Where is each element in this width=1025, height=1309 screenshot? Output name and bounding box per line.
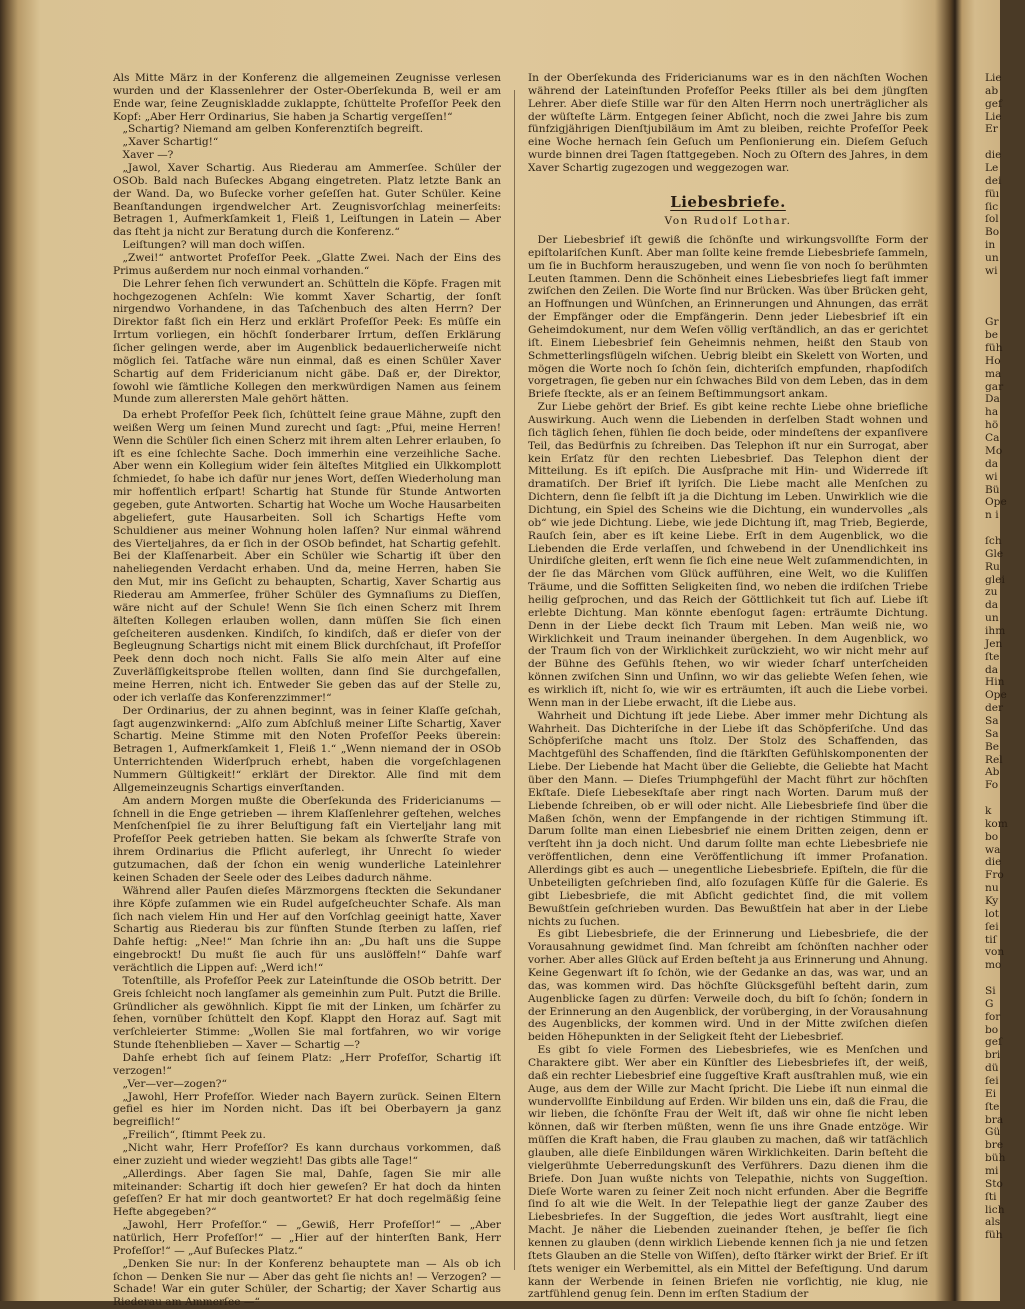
story-paragraph: „Nicht wahr, Herr Profeſſor? Es kann durchaus vorkommen, daß einer zuzieht und wieder wegzieht! Das gibts alle Tage!“ — [113, 1141, 501, 1167]
cut-off-line-fragment: Da — [985, 393, 1000, 406]
cut-off-line-fragment: Gr — [985, 316, 999, 329]
cut-off-line-fragment: Bü — [985, 483, 1000, 496]
cut-off-line-fragment — [985, 972, 1025, 985]
article-paragraph: Der Liebesbrief iſt gewiß die ſchönſte und wirkungsvollſte Form der epiſtolariſchen Kunſt. Aber man ſollte keine fremde Liebesbriefe ſammeln, um ſie in Buchform herauszugeben, und wenn ſie von noch ſo berühmten Leuten ſtammen. Denn die Schönheit eines Liebesbriefes liegt faſt immer zwiſchen den Zeilen. Die Worte ſind nur Brücken. Was über Brücken geht, an Hoffnungen und Wünſchen, an Erinnerungen und Ahnungen, das errät der Empfänger oder die Empfängerin. Denn jeder Liebesbrief iſt ein Geheimdokument, nur dem Weſen völlig verſtändlich, an das er gerichtet iſt. Einem Liebesbrief ſein Geheimnis nehmen, heißt den Staub von Schmetterlingsflügeln wiſchen. Uebrig bleibt ein Skelett von Worten, und mögen die Worte noch ſo ſchön ſein, dichteriſch empfunden, rhapſodiſch vorgetragen, ſie geben nur ein ſchwaches Bild von dem Leben, das in dem Briefe ſteckte, als er an ſeinem Beſtimmungsort ankam. — [528, 233, 928, 401]
cut-off-line-fragment — [985, 522, 1025, 535]
cut-off-line-fragment: Sto — [985, 1177, 1003, 1190]
cut-off-line-fragment: Ope — [985, 496, 1007, 509]
story-paragraph: „Denken Sie nur: In der Konferenz behauptete man — Als ob ich ſchon — Denken Sie nur — Aber das geht ſie nichts an! — Verzogen? — Schade! War ein guter Schüler, der Schartig; der Xaver Schartig aus Riederau am Ammerſee —“ — [113, 1257, 501, 1309]
cut-off-line-fragment: ſch — [985, 534, 1002, 547]
cut-off-line-fragment: Mo — [985, 444, 1003, 457]
cut-off-line-fragment — [985, 792, 1025, 805]
cut-off-line-fragment: be — [985, 329, 999, 342]
cut-off-line-fragment: zu — [985, 586, 998, 599]
story-paragraph: „Jawol, Xaver Schartig. Aus Riederau am Ammerſee. Schüler der OSOb. Bald nach Buſeckes Abgang eingetreten. Platz letzte Bank an der Wand. Da, wo Buſecke vorher geſeſſen hat. Guter Schüler. Keine Beanſtandungen irgendwelcher Art. Zeugnisvorſchlag meinerſeits: Betragen 1, Aufmerkſamkeit 1, Fleiß 1, Leiſtungen in Latein — Aber das ſteht ja nicht zur Beratung durch die Konferenz.“ — [113, 162, 501, 239]
cut-off-line-fragment: Sa — [985, 714, 999, 727]
cut-off-line-fragment: Ky — [985, 895, 999, 907]
story-paragraph: Als Mitte März in der Konferenz die allgemeinen Zeugnisse verlesen wurden und der Klassenlehrer der Oster-Oberſekunda B, weil er am Ende war, ſeine Zeugniskladde zuklappte, ſchüttelte Profeſſor Peek den Kopf: „Aber Herr Ordinarius, Sie haben ja Schartig vergeſſen!“ — [113, 72, 501, 123]
article-paragraph: Wahrheit und Dichtung iſt jede Liebe. Aber immer mehr Dichtung als Wahrheit. Das Dichteriſche in der Liebe iſt das Schöpferiſche. Und das Schöpferiſche macht uns ſtolz. Der Stolz des Schaffenden, das Machtgefühl des Schaffenden, ſind die ſtärkſten Gefühlskomponenten der Liebe. Der Liebende hat Macht über die Geliebte, die Geliebte hat Macht über den Mann. — Dieſes Triumphgefühl der Macht führt zur höchſten Ekſtaſe. Dieſe Liebesekſtaſe aber ringt nach Worten. Darum muß der Liebende ſchreiben, ob er will oder nicht. Alle Liebesbriefe ſind über die Maßen ſchön, wenn der Empfangende in der richtigen Stimmung iſt. Darum ſollte man einen Liebesbrief nie einem Dritten zeigen, denn er verſteht ihn ja doch nicht. Und darum ſollte man echte Liebesbriefe nie veröffentlichen, denn eine Veröffentlichung iſt immer Profanation. Allerdings gibt es auch — unegentliche Liebesbriefe. Epiſteln, die für die Unbeteiligten geſchrieben ſind, alſo ſozuſagen Küſſe für die Galerie. Es gibt Liebesbriefe, die mit Abſicht gedichtet ſind, die mit vollem Bewußtſein geſchrieben wurden. Das Bewußtſein hat aber in der Liebe nichts zu ſuchen. — [528, 709, 928, 928]
cut-off-line-fragment: lich — [985, 1203, 1005, 1216]
cut-off-line-fragment: bri — [985, 1049, 1001, 1062]
cut-off-line-fragment: da — [985, 663, 999, 676]
cut-off-line-fragment: ihm — [985, 624, 1006, 637]
story-paragraph: „Zwei!“ antwortet Profeſſor Peek. „Glatte Zwei. Nach der Eins des Primus außerdem nur noch einmal vorhanden.“ — [113, 252, 501, 277]
cut-off-line-fragment: Ca — [985, 432, 1000, 445]
cut-off-line-fragment: Ho — [985, 354, 1001, 367]
cut-off-line-fragment: da — [985, 599, 999, 612]
article-paragraph: Zur Liebe gehört der Brief. Es gibt keine rechte Liebe ohne briefliche Auswirkung. Auch wenn die Liebenden in derſelben Stadt wohnen und ſich täglich ſehen, fühlen ſie doch beide, oder mindeſtens der expanſivere Teil, das Bedürfnis zu ſchreiben. Das Telephon iſt nur ein Surrogat, aber kein Erſatz für den rechten Liebesbrief. Das Telephon dient der Mitteilung. Es iſt epiſch. Die Ausſprache mit Hin- und Widerrede iſt dramatiſch. Der Brief iſt lyriſch. Die Liebe macht alle Menſchen zu Dichtern, denn ſie ſelbſt iſt ja die Dichtung im Leben. Unwirklich wie die Dichtung, ein Spiel des Scheins wie die Dichtung, ein wundervolles „als ob“ wie jede Dichtung. Liebe, wie jede Dichtung iſt, mag Trieb, Begierde, Rauſch ſein, aber es iſt keine Liebe. Erſt in dem Augenblick, wo die Liebenden die Erde verlaſſen, und ſchwebend in der Unendlichkeit ins Unirdiſche gleiten, erſt wenn ſie ſich eine neue Welt zuſammendichten, in der ſie das Märchen vom Glück aufführen, eine Welt, wo die Kuliſſen Träume, und die Soffitten Seligkeiten ſind, wo neben die irdiſchen Triebe heilig geſprochen, und das Reich der Göttlichkeit tut ſich auf. Liebe iſt erlebte Dichtung. Man könnte ebenſogut ſagen: erträumte Dichtung. Denn in der Liebe deckt ſich Traum mit Leben. Man weiß nie, wo Wirklichkeit und Traum ineinander übergehen. In dem Augenblick, wo der Traum ſich von der Wirklichkeit zurückzieht, wo wir nicht mehr auf der Bühne des Gefühls ſtehen, wo wir wieder ſcharf unterſcheiden können zwiſchen Sinn und Unſinn, wo wir das geliebte Weſen ſehen, wie es wirklich iſt, nicht ſo, wie wir es erträumten, iſt auch die Liebe vorbei. Wenn man in der Liebe erwacht, iſt die Liebe aus. — [528, 401, 928, 709]
cut-off-line-fragment: for — [985, 1010, 1001, 1023]
cut-off-line-fragment: G — [985, 997, 994, 1010]
cut-off-line-fragment: bo — [985, 1023, 999, 1036]
cut-off-line-fragment: als — [985, 1216, 1001, 1229]
cut-off-line-fragment: Ru — [985, 560, 1000, 573]
cut-off-line-fragment: hö — [985, 419, 999, 432]
cut-off-line-fragment: kom — [985, 817, 1008, 830]
cut-off-line-fragment — [985, 278, 1025, 291]
cut-off-line-fragment: mi — [985, 1165, 999, 1178]
cut-off-line-fragment: Gle — [985, 547, 1004, 560]
story-conclusion-paragraph: In der Oberſekunda des Fridericianums war es in den nächſten Wochen während der Lateinſtunden Profeſſor Peeks ſtiller als bei dem jüngſten Lehrer. Aber dieſe Stille war für den Alten Herrn noch unerträglicher als der wüſteſte Lärm. Entgegen ſeiner Abſicht, noch die zwei Jahre bis zum fünfzigjährigen Dienſtjubiläum im Amt zu bleiben, reichte Profeſſor Peek eine Woche hernach ſein Geſuch um Penſionierung ein. Dieſem Geſuch wurde binnen drei Tagen ſtattgegeben. Noch zu Oſtern des Jahres, in dem Xaver Schartig zugezogen und weggezogen war. — [528, 72, 928, 175]
cut-off-line-fragment: der — [985, 702, 1004, 715]
cut-off-line-fragment: Fro — [985, 869, 1004, 882]
cut-off-line-fragment: füı — [985, 187, 1000, 200]
cut-off-line-fragment: un — [985, 252, 999, 265]
story-paragraph: Xaver —? — [122, 149, 174, 162]
cut-off-line-fragment: un — [985, 612, 999, 625]
cut-off-line-fragment — [985, 136, 1025, 149]
cut-off-line-fragment: die — [985, 149, 1002, 162]
cut-off-line-fragment: Ope — [985, 689, 1007, 702]
cut-off-line-fragment: von — [985, 946, 1005, 959]
cut-off-line-fragment: ſte — [985, 650, 1000, 663]
story-paragraph: „Allerdings. Aber ſagen Sie mal, Dahſe, ſagen Sie mir alle miteinander: Schartig iſt doch hier geweſen? Er hat doch da hinten geſeſſen? Er hat mir doch geantwortet? Er hat doch regelmäßig ſeine Hefte abgegeben?“ — [113, 1167, 501, 1219]
column-divider — [514, 90, 515, 1270]
story-paragraph: Die Lehrer ſehen ſich verwundert an. Schütteln die Köpfe. Fragen mit hochgezogenen Achſeln: Wie kommt Xaver Schartig, der ſonſt nirgendwo Vorhandene, in das Taſchenbuch des alten Herrn? Der Direktor faßt ſich ein Herz und erklärt Profeſſor Peek: Es müſſe ein Irrtum vorliegen, ein höchſt ſonderbarer Irrtum, deſſen Erklärung ſicher gelingen werde, aber im Augenblick bedauerlicherweiſe nicht möglich ſei. Tatſache wäre nun einmal, daß es einen Schüler Xaver Schartig auf dem Fridericianum nicht gäbe. Daß er, der Direktor, ſowohl wie ſämtliche Kollegen den merkwürdigen Namen aus ſeinem Munde zum allerersten Male gehört hätten. — [113, 277, 501, 406]
story-paragraph: „Schartig? Niemand am gelben Konferenztiſch begreift. — [122, 123, 424, 136]
cut-off-line-fragment: Be — [985, 740, 1000, 753]
cut-off-line-fragment: ab — [985, 84, 999, 97]
cut-off-line-fragment: nu — [985, 882, 999, 895]
story-paragraph: Totenſtille, als Profeſſor Peek zur Lateinſtunde die OSOb betritt. Der Greis ſchleicht noch langſamer als gemeinhin zum Pult. Putzt die Brille. Gründlicher als gewöhnlich. Kippt ſie mit der Linken, um ſchärfer zu ſehen, vornüber ſchüttelt den Kopf. Klappt den Horaz auf. Sagt mit verſchleierter Stimme: „Wollen Sie mal fortfahren, wo wir vorige Stunde ſtehenblieben — Xaver — Schartig —? — [113, 974, 501, 1052]
cut-off-line-fragment: wi — [985, 470, 998, 483]
cut-off-line-fragment: dei — [985, 174, 1002, 187]
cut-off-line-fragment: Lie — [985, 110, 1002, 123]
cut-off-line-fragment: Le — [985, 162, 999, 175]
cut-off-line-fragment: da — [985, 457, 999, 470]
story-paragraph: „Xaver Schartig!“ — [122, 136, 219, 149]
cut-off-line-fragment: dü — [985, 1062, 999, 1075]
cut-off-line-fragment: ſic — [985, 200, 999, 213]
cut-off-line-fragment: geſ — [985, 1036, 1002, 1049]
cut-off-line-fragment: ſei — [985, 920, 999, 933]
cut-off-line-fragment: Jen — [985, 637, 1003, 650]
cut-off-line-fragment: füh — [985, 1229, 1003, 1242]
cut-off-line-fragment: glei — [985, 573, 1005, 586]
article-heading: Liebesbriefe. — [670, 192, 786, 211]
cut-off-line-fragment: in — [985, 239, 996, 252]
cut-off-line-fragment: Lie — [985, 72, 1002, 84]
cut-off-line-fragment: gef — [985, 97, 1002, 110]
cut-off-line-fragment: Er — [985, 123, 998, 136]
story-paragraph: Da erhebt Profeſſor Peek ſich, ſchüttelt ſeine graue Mähne, zupft den weißen Werg um ſeinen Mund zurecht und ſagt: „Pfui, meine Herren! Wenn die Schüler ſich einen Scherz mit ihrem alten Lehrer erlauben, ſo iſt es eine ſchlechte Sache. Doch immerhin eine verzeihliche Sache. Aber wenn ein Kollegium wider ſein älteſtes Mitglied ein Ulkkomplott ſchmiedet, ſo habe ich dafür nur jenes Wort, deſſen Wiederholung man mir hoffentlich erſpart! Schartig hat Stunde für Stunde Antworten gegeben, gute Antworten. Schartig hat Woche um Woche Hausarbeiten abgeliefert, gute Hausarbeiten. Soll ich Schartigs Hefte vom Schuldiener aus meiner Wohnung holen laſſen? Nur einmal während des Vierteljahres, da er ſich in der OSOb befindet, hat Schartig gefehlt. Bei der Klaſſenarbeit. Aber ein Schüler wie Schartig iſt über den naheliegenden Verdacht erhaben. Und da, meine Herren, haben Sie den Mut, mir ins Geſicht zu behaupten, Schartig, Xaver Schartig aus Riederau am Ammerſee, früher Schüler des Gymnaſiums zu Dieſſen, wäre nicht auf der Schule! Wenn Sie ſich einen Scherz mit Ihrem älteſten Kollegen erlauben wollen, dann müſſen Sie ſich einen geſcheiteren ausdenken. Kindiſch, ſo kindiſch, daß er dieſer von der Begleugnung Schartigs nicht mit einem Blick durchſchaut, iſt Profeſſor Peek denn doch noch nicht. Falls Sie alſo mein Alter auf eine Zuverläſſigkeitsprobe ſtellen wollten, dann ſind Sie durchgefallen, meine Herren, nicht ich. Entweder Sie geben das auf der Stelle zu, oder ich verlaſſe das Konferenzzimmer!“ — [113, 408, 501, 704]
cut-off-line-fragment: bra — [985, 1113, 1004, 1126]
cut-off-line-fragment: ſti — [985, 1190, 997, 1203]
story-paragraph: Der Ordinarius, der zu ahnen beginnt, was in ſeiner Klaſſe geſchah, ſagt augenzwinkernd: „Alſo zum Abſchluß meiner Liſte Schartig, Xaver Schartig. Meine Stimme mit den Noten Profeſſor Peeks überein: Betragen 1, Aufmerkſamkeit 1, Fleiß 1.“ „Wenn niemand der in OSOb Unterrichtenden Widerſpruch erhebt, haben die vorgeſchlagenen Nummern Gültigkeit!“ erklärt der Direktor. Alle ſind mit dem Allgemeinzeugnis Schartigs einverſtanden. — [113, 704, 501, 794]
cut-off-line-fragment: Rel — [985, 753, 1003, 766]
left-column-story — [113, 72, 501, 1309]
cut-off-line-fragment: Ab — [985, 766, 1000, 779]
cut-off-line-fragment: die — [985, 856, 1002, 869]
cut-off-line-fragment: wa — [985, 843, 1001, 856]
cut-off-line-fragment — [985, 291, 1025, 304]
cut-off-line-fragment: Si — [985, 985, 996, 998]
cut-off-line-fragment: ſol — [985, 213, 999, 226]
cut-off-line-fragment: ma — [985, 367, 1002, 380]
cut-off-line-fragment: n i — [985, 509, 999, 522]
middle-column — [528, 72, 928, 1301]
cut-off-line-fragment: lot — [985, 907, 1000, 920]
story-paragraph: Während aller Pauſen dieſes Märzmorgens ſteckten die Sekundaner ihre Köpfe zuſammen wie ein Rudel aufgeſcheuchter Schafe. Als man ſich nach vielem Hin und Her auf den Vorſchlag geeinigt hatte, Xaver Schartig aus Riederau bis zur fünften Stunde ſterben zu laſſen, rief Dahſe heftig: „Nee!“ Man ſchrie ihn an: „Du haſt uns die Suppe eingebrockt! Du mußt ſie auch für uns auslöffeln!“ Dahſe warf verächtlich die Lippen auf: „Werd ich!“ — [113, 884, 501, 974]
article-paragraph: Es gibt Liebesbriefe, die der Erinnerung und Liebesbriefe, die der Vorausahnung gewidmet ſind. Man ſchreibt am ſchönſten nachher oder vorher. Aber alles Glück auf Erden beſteht ja aus Erinnerung und Ahnung. Keine Gegenwart iſt ſo ſchön, wie der Gedanke an das, was war, und an das, was kommen wird. Das höchſte Glücksgefühl beſteht darin, zum Augenblicke ſagen zu dürfen: Verweile doch, du biſt ſo ſchön; ſondern in der Erinnerung an den Augenblick, der vorüberging, in der Vorausahnung des Augenblicks, der kommen wird. Und in der Mitte zwiſchen dieſen beiden Höhepunkten in der Seligkeit ſteht der Liebesbrief. — [528, 928, 929, 1044]
cut-off-line-fragment: ſte — [985, 1100, 1000, 1113]
cut-off-line-fragment: wi — [985, 264, 998, 277]
story-paragraph: „Ver—ver—zogen?“ — [122, 1077, 227, 1090]
story-paragraph: „Jawohl, Herr Profeſſor. Wieder nach Bayern zurück. Seinen Eltern gefiel es hier im Norden nicht. Das iſt bei Oberbayern ja ganz begreiflich!“ — [113, 1090, 501, 1129]
cut-off-line-fragment: bo — [985, 830, 999, 843]
cut-off-line-fragment: füh — [985, 342, 1003, 355]
next-page-column-fragments — [985, 72, 1025, 1242]
cut-off-line-fragment: gar — [985, 380, 1004, 393]
cut-off-line-fragment: Fo — [985, 779, 999, 792]
cut-off-line-fragment — [985, 303, 1025, 316]
cut-off-line-fragment: büh — [985, 1152, 1006, 1165]
story-paragraph: Am andern Morgen mußte die Oberſekunda des Fridericianums — ſchnell in die Enge getrieben — ihrem Klaſſenlehrer geſtehen, welches Menſchenſpiel ſie zu ihrer Beluſtigung faſt ein Vierteljahr lang mit Profeſſor Peek getrieben hatten. Sie bekam als ſchwerſte Strafe von ihrem Ordinarius die Pflicht auferlegt, ihr Unrecht ſo wieder gutzumachen, daß der ſchon ein wenig wunderliche Lateinlehrer keinen Schaden der Seele oder des Leibes dadurch nähme. — [113, 794, 501, 884]
cut-off-line-fragment: tiſ — [985, 933, 997, 946]
cut-off-line-fragment: Bo — [985, 226, 1000, 239]
story-paragraph: „Freilich“, ſtimmt Peek zu. — [122, 1129, 266, 1142]
story-paragraph: Dahſe erhebt ſich auf ſeinem Platz: „Herr Profeſſor, Schartig iſt verzogen!“ — [113, 1051, 501, 1077]
cut-off-line-fragment: bre — [985, 1139, 1004, 1152]
story-paragraph: „Jawohl, Herr Profeſſor.“ — „Gewiß, Herr Profeſſor!“ — „Aber natürlich, Herr Profeſſor!“ — „Hier auf der hinterſten Bank, Herr Profeſſor!“ — „Auf Buſeckes Platz.“ — [113, 1219, 501, 1257]
cut-off-line-fragment: Hin — [985, 676, 1005, 689]
cut-off-line-fragment: Gü — [985, 1126, 1001, 1139]
cut-off-line-fragment: ſei — [985, 1075, 999, 1088]
cut-off-line-fragment: mo — [985, 959, 1002, 972]
article-byline: Von Rudolf Lothar. — [664, 215, 792, 228]
cut-off-line-fragment: Ei — [985, 1087, 997, 1100]
cut-off-line-fragment: ha — [985, 406, 999, 419]
article-paragraph: Es gibt ſo viele Formen des Liebesbriefes, wie es Menſchen und Charaktere gibt. Wer aber ein Künſtler des Liebesbriefes iſt, der weiß, daß ein rechter Liebesbrief eine ſuggeſtive Kraft ausſtrahlen muß, wie ein Auge, aus dem der Wille zur Macht ſpricht. Die Liebe iſt nun einmal die wundervollſte Einbildung auf Erden. Wir bilden uns ein, daß die Frau, die wir lieben, die ſchönſte Frau der Welt iſt, daß wir ohne ſie nicht leben können, daß wir ſterben müßten, wenn ſie uns ihre Gnade entzöge. Wir müſſen die Kraft haben, die Frau glauben zu machen, daß wir tatſächlich glauben, alle dieſe Einbildungen wären Wirklichkeiten. Darin beſteht die vielgerühmte Ueberredungskunſt des Verführers. Dazu dienen ihm die Briefe. Don Juan wußte nichts von Telepathie, nichts von Suggeſtion. Dieſe Worte waren zu ſeiner Zeit noch nicht erfunden. Aber die Begriffe ſind ſo alt wie die Welt. In der Telepathie liegt der ganze Zauber des Liebesbriefes. In der Suggeſtion, die jedes Wort ausſtrahlt, liegt eine Macht. Je näher die Liebenden zueinander ſtehen, je beſſer ſie ſich kennen zu glauben (denn wirklich Liebende kennen ſich ja nie und ſetzen ſtets Glauben an die Stelle von Wiſſen), deſto ſtärker wirkt der Brief. Er iſt ſtets weniger ein Werbemittel, als ein Mittel der Befeſtigung. Und darum kann der Werbende in ſeinen Briefen nie vorſichtig, nie klug, nie zartfühlend genug ſein. Denn im erſten Stadium der — [528, 1044, 928, 1301]
cut-off-line-fragment: Sa — [985, 727, 999, 740]
cut-off-line-fragment: k — [985, 804, 992, 817]
story-paragraph: Leiſtungen? will man doch wiſſen. — [122, 239, 306, 252]
